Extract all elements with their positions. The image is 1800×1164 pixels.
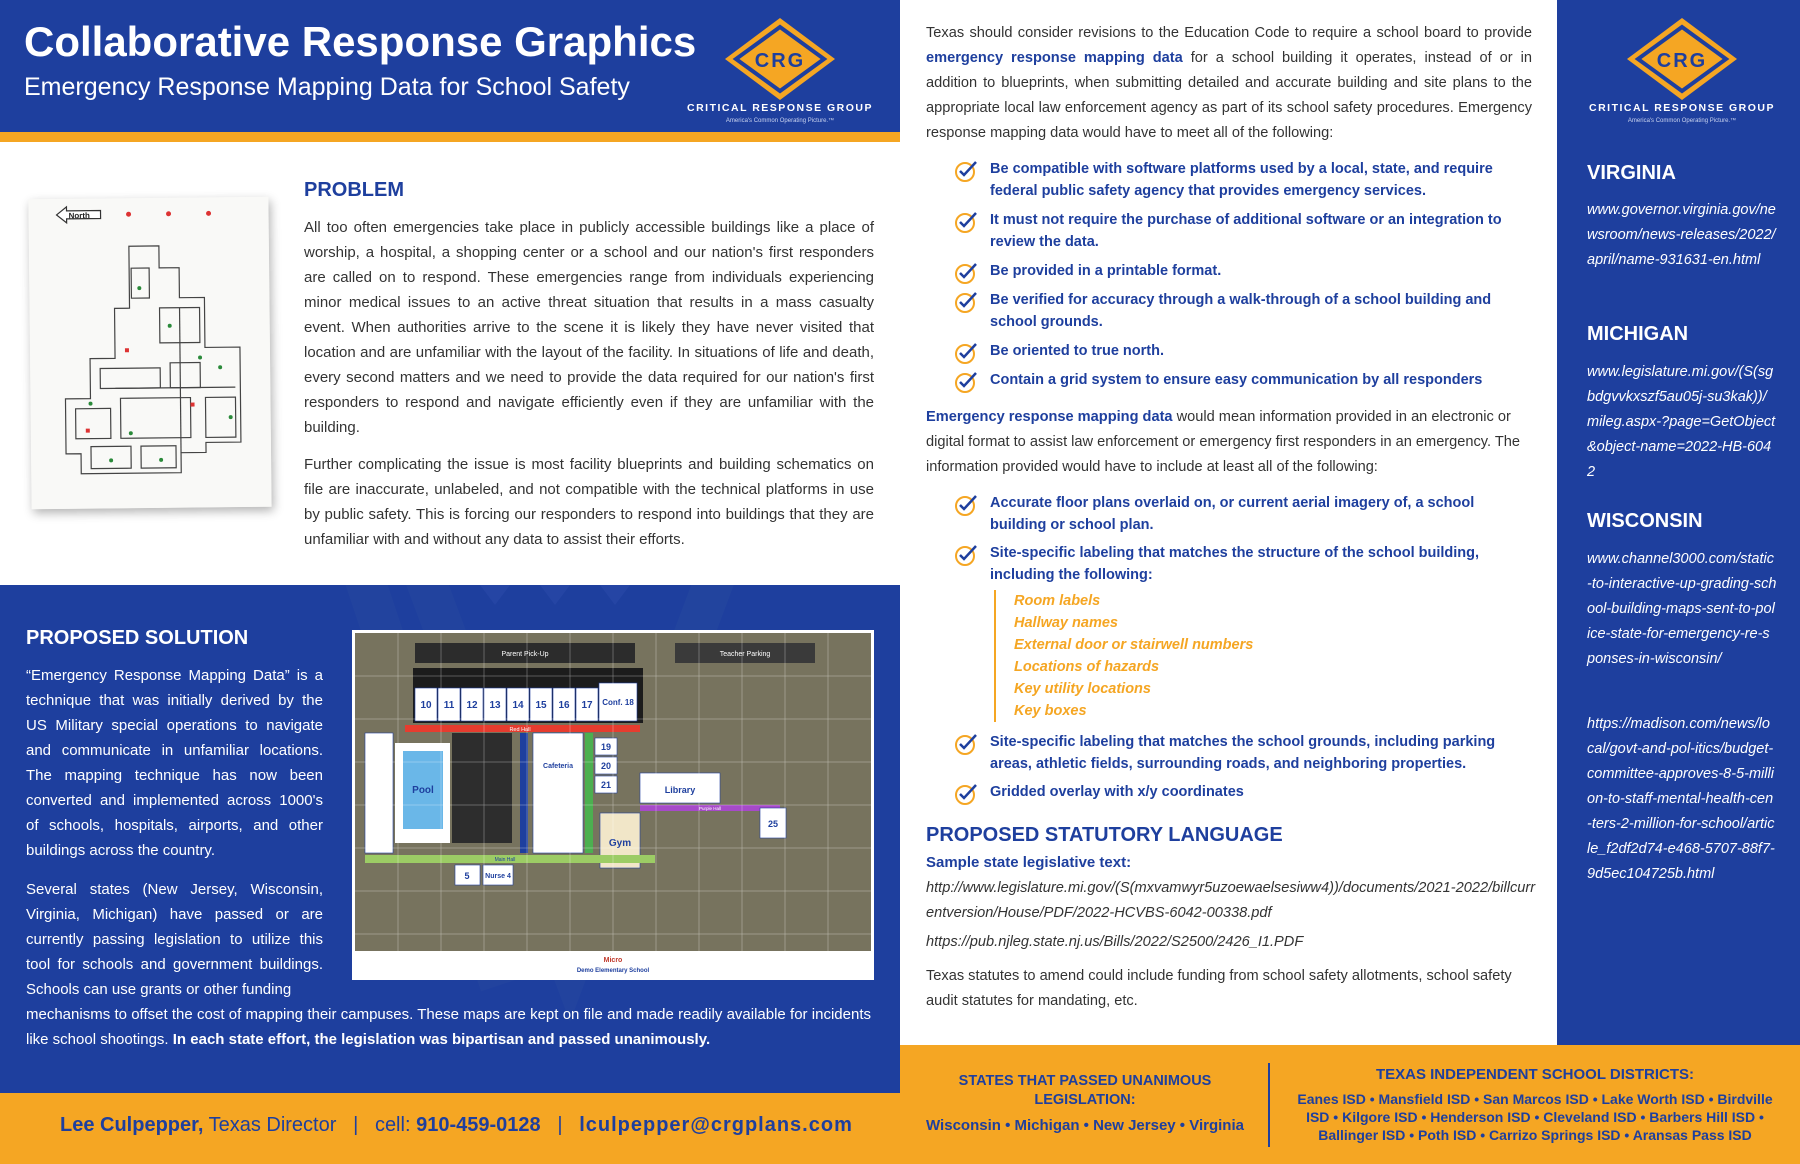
map-room-20: 20 bbox=[600, 761, 612, 771]
label-sublist bbox=[994, 590, 1253, 722]
check-circle-icon bbox=[954, 493, 978, 517]
logo-tagline: America's Common Operating Picture.™ bbox=[1627, 118, 1737, 124]
cell-label: cell: bbox=[374, 1114, 411, 1136]
map-micro: Micro bbox=[603, 957, 623, 964]
crg-logo-sidebar bbox=[1587, 14, 1777, 124]
map-room-15: 15 bbox=[535, 700, 547, 711]
michigan-bill-link[interactable]: http://www.legislature.mi.gov/(S(mxvamwyr5uzoewaelsesiww4))/documents/2021-2022/billcurrentversion/House/PDF/2022-HCVBS-6042-00338.pdf bbox=[926, 880, 1536, 921]
check-circle-icon bbox=[954, 159, 978, 183]
michigan-link[interactable]: www.legislature.mi.gov/(S(sgbdgvvkxszf5au05j-su3kak))/mileg.aspx-?page=GetObject&object-name=2022-HB-6042 bbox=[1587, 364, 1776, 480]
map-main-hall: Main Hall bbox=[494, 857, 516, 863]
map-nurse: Nurse 4 bbox=[485, 873, 511, 880]
map-room-21: 21 bbox=[600, 780, 612, 790]
page-subtitle: Emergency Response Mapping Data for School Safety bbox=[24, 73, 630, 101]
list-item: Gridded overlay with x/y coordinates bbox=[926, 781, 1516, 803]
list-item: Contain a grid system to ensure easy communication by all responders bbox=[926, 369, 1516, 391]
wisconsin-link-2[interactable]: https://madison.com/news/local/govt-and-pol-itics/budget-committee-approves-8-5-million-to-staff-mental-health-cen-ters-2-million-for-school/article_f2df2d74-e468-5707-88f7-9d5ec104725b.html bbox=[1587, 716, 1775, 882]
statutory-heading: PROPOSED STATUTORY LANGUAGE bbox=[926, 824, 1283, 846]
list-item: Key boxes bbox=[1014, 703, 1087, 719]
solution-bipartisan-note: In each state effort, the legislation was bipartisan and passed unanimously. bbox=[172, 1031, 711, 1048]
check-circle-icon bbox=[954, 782, 978, 806]
passed-heading: STATES THAT PASSED UNANIMOUS LEGISLATION: bbox=[958, 1073, 1212, 1108]
list-item: Locations of hazards bbox=[1014, 659, 1160, 675]
contact-cell[interactable]: 910-459-0128 bbox=[416, 1114, 541, 1136]
logo-abbrev: CRG bbox=[1656, 50, 1708, 72]
texas-intro bbox=[926, 21, 1532, 146]
state-heading-michigan: MICHIGAN bbox=[1587, 323, 1689, 345]
contact-info bbox=[60, 1114, 853, 1137]
map-gym: Gym bbox=[608, 838, 632, 849]
list-item: Site-specific labeling that matches the structure of the school building, including the following: bbox=[926, 542, 1516, 586]
list-item: Be verified for accuracy through a walk-through of a school building and school grounds. bbox=[926, 289, 1516, 333]
logo-name: CRITICAL RESPONSE GROUP bbox=[687, 102, 873, 114]
crg-logo bbox=[685, 14, 875, 124]
contact-role: Texas Director bbox=[208, 1114, 337, 1136]
footer-divider bbox=[1268, 1063, 1270, 1147]
problem-paragraph-2: Further complicating the issue is most facility blueprints and building schematics on file are inaccurate, unlabeled, and not compatible with the technical platforms in use by public safety. This is forcing our responders to respond into buildings that they are unfamiliar with and without any data to assist their efforts. bbox=[304, 456, 874, 548]
contact-name: Lee Culpepper, bbox=[60, 1114, 204, 1136]
solution-paragraph-2: Several states (New Jersey, Wisconsin, Virginia, Michigan) have passed or are currently passing legislation to utilize this tool for schools and government buildings. Schools can use grants or other funding bbox=[26, 881, 323, 998]
map-teacher-parking: Teacher Parking bbox=[719, 651, 771, 658]
sample-label: Sample state legislative text: bbox=[926, 854, 1132, 871]
check-circle-icon bbox=[954, 370, 978, 394]
solution-paragraph-2-cont bbox=[26, 1002, 871, 1052]
check-circle-icon bbox=[954, 210, 978, 234]
map-room-12: 12 bbox=[466, 700, 478, 711]
mapping-definition-term: Emergency response mapping data bbox=[926, 409, 1173, 425]
contact-sep-2: | bbox=[557, 1114, 563, 1136]
map-school-name: Demo Elementary School bbox=[576, 968, 650, 974]
include-list-2 bbox=[926, 731, 1516, 809]
check-circle-icon bbox=[954, 732, 978, 756]
check-circle-icon bbox=[954, 261, 978, 285]
map-room-19: 19 bbox=[600, 742, 612, 752]
amend-note: Texas statutes to amend could include funding from school safety allotments, school safety audit statutes for mandating, etc. bbox=[926, 968, 1512, 1009]
isd-heading: TEXAS INDEPENDENT SCHOOL DISTRICTS: bbox=[1375, 1066, 1695, 1083]
map-room-16: 16 bbox=[558, 700, 570, 711]
list-item: Key utility locations bbox=[1014, 681, 1151, 697]
include-list bbox=[926, 492, 1516, 592]
map-library: Library bbox=[664, 785, 696, 795]
page-title: Collaborative Response Graphics bbox=[24, 18, 697, 65]
map-room-10: 10 bbox=[420, 700, 432, 711]
blueprint-image bbox=[28, 197, 271, 509]
list-item: It must not require the purchase of additional software or an integration to review the data. bbox=[926, 209, 1516, 253]
map-room-5: 5 bbox=[464, 871, 470, 881]
logo-tagline: America's Common Operating Picture.™ bbox=[725, 118, 835, 124]
list-item: Be oriented to true north. bbox=[926, 340, 1516, 362]
solution-paragraph-1: “Emergency Response Mapping Data” is a technique that was initially derived by the US Military special operations to navigate and communicate in unfamiliar locations. The mapping technique has now been converted and implemented across 1000's of schools, hospitals, airports, and other buildings across the country. bbox=[26, 667, 323, 859]
texas-intro-1: Texas should consider revisions to the Education Code to require a school board to provide bbox=[926, 25, 1532, 41]
map-red-hall: Red Hall bbox=[509, 727, 531, 733]
list-item: Accurate floor plans overlaid on, or current aerial imagery of, a school building or school plan. bbox=[926, 492, 1516, 536]
blueprint-north-label: North bbox=[68, 211, 90, 221]
list-item: Be provided in a printable format. bbox=[926, 260, 1516, 282]
list-item: Room labels bbox=[1014, 593, 1101, 609]
map-room-11: 11 bbox=[443, 700, 455, 711]
check-circle-icon bbox=[954, 290, 978, 314]
state-heading-virginia: VIRGINIA bbox=[1587, 162, 1676, 184]
list-item: External door or stairwell numbers bbox=[1014, 637, 1254, 653]
logo-name: CRITICAL RESPONSE GROUP bbox=[1589, 102, 1775, 114]
wisconsin-link[interactable]: www.channel3000.com/static-to-interactive-up-grading-school-building-maps-sent-to-police-state-for-emergency-re-sponses-in-wisconsin/ bbox=[1587, 551, 1777, 667]
list-item: Hallway names bbox=[1014, 615, 1118, 631]
mapping-definition-text: would mean information provided in an electronic or digital format to assist law enforcement or emergency first responders in an emergency. The information provided would have to include at least all of the following: bbox=[926, 409, 1521, 475]
requirements-list bbox=[926, 158, 1516, 398]
list-item: Site-specific labeling that matches the school grounds, including parking areas, athletic fields, surrounding roads, and neighboring properties. bbox=[926, 731, 1516, 775]
list-item: Be compatible with software platforms used by a local, state, and require federal public safety agency that provides emergency services. bbox=[926, 158, 1516, 202]
texas-intro-highlight: emergency response mapping data bbox=[926, 50, 1183, 66]
passed-states-list: Wisconsin • Michigan • New Jersey • Virginia bbox=[926, 1117, 1244, 1134]
header-stripe bbox=[0, 132, 900, 142]
nj-bill-link[interactable]: https://pub.njleg.state.nj.us/Bills/2022/S2500/2426_I1.PDF bbox=[926, 934, 1304, 950]
logo-abbrev: CRG bbox=[754, 50, 806, 72]
map-cafeteria: Cafeteria bbox=[543, 763, 573, 770]
solution-heading: PROPOSED SOLUTION bbox=[26, 627, 249, 649]
solution-paragraph-2-text: mechanisms to offset the cost of mapping their campuses. These maps are kept on file and made readily available for incidents like school shootings. bbox=[26, 1006, 871, 1048]
state-heading-wisconsin: WISCONSIN bbox=[1587, 510, 1703, 532]
map-conf: Conf. 18 bbox=[602, 698, 634, 707]
map-room-13: 13 bbox=[489, 700, 501, 711]
problem-paragraph-1: All too often emergencies take place in publicly accessible buildings like a place of worship, a hospital, a shopping center or a school and our nation's first responders are called on to respond. These emergencies range from individuals experiencing minor medical issues to an active threat situation that results in a mass casualty event. When authorities arrive to the scene it is likely they have never visited that location and are unfamiliar with the layout of the facility. In situations of life and death, every second matters and we need to provide the data required for our nation's first responders to respond and navigate efficiently even if they are unfamiliar with the building. bbox=[304, 219, 874, 436]
check-circle-icon bbox=[954, 341, 978, 365]
texas-intro-2: for a school building it operates, instead of or in addition to blueprints, when submitting detailed and accurate building and site plans to the appropriate local law enforcement agency as part of its school safety procedures. Emergency response mapping data would have to meet all of the following: bbox=[926, 50, 1533, 141]
map-room-14: 14 bbox=[512, 700, 524, 711]
check-circle-icon bbox=[954, 543, 978, 567]
map-room-25: 25 bbox=[767, 819, 779, 829]
school-map-image bbox=[352, 630, 874, 980]
problem-heading: PROBLEM bbox=[304, 179, 404, 201]
map-pool: Pool bbox=[412, 785, 434, 796]
map-purple-hall: Purple Hall bbox=[698, 806, 722, 811]
contact-sep-1: | bbox=[353, 1114, 359, 1136]
isd-list: Eanes ISD • Mansfield ISD • San Marcos ISD • Lake Worth ISD • Birdville ISD • Kilgore ISD • Henderson ISD • Cleveland ISD • Barbers Hill ISD • Ballinger ISD • Poth ISD • Carrizo Springs ISD • Aransas Pass ISD bbox=[1297, 1091, 1773, 1143]
map-room-17: 17 bbox=[581, 700, 593, 711]
contact-email-link[interactable]: lculpepper@crgplans.com bbox=[579, 1114, 853, 1136]
mapping-definition bbox=[926, 405, 1532, 480]
virginia-link[interactable]: www.governor.virginia.gov/newsroom/news-releases/2022/april/name-931631-en.html bbox=[1587, 202, 1776, 268]
map-parent-pickup: Parent Pick-Up bbox=[501, 651, 549, 658]
